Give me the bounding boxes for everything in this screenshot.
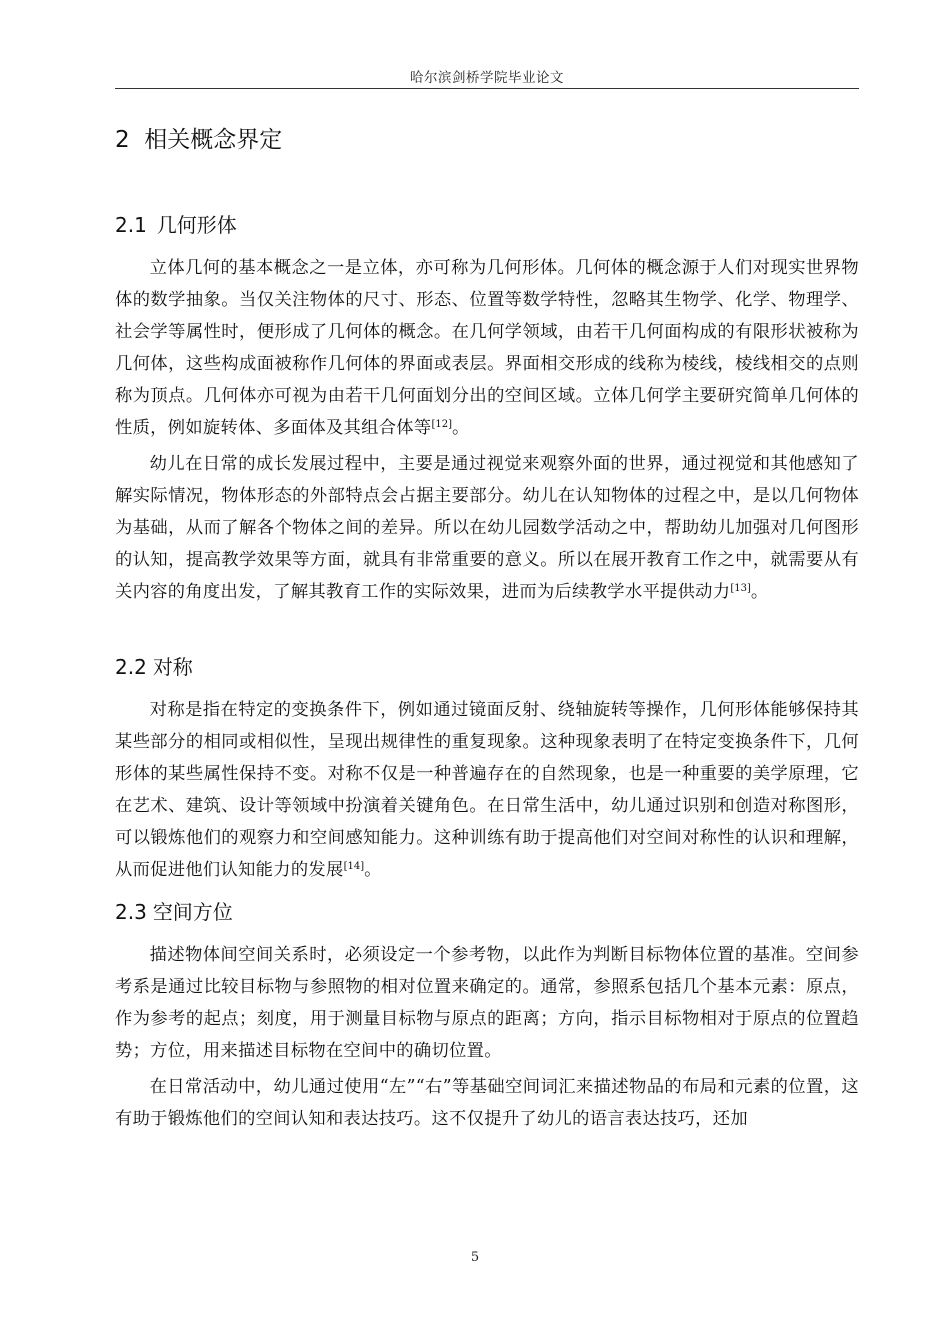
paragraph bbox=[115, 1071, 859, 1135]
header-divider bbox=[115, 88, 859, 89]
section-number: 2.2 bbox=[115, 655, 147, 679]
paragraph-text: 幼儿在日常的成长发展过程中，主要是通过视觉来观察外面的世界，通过视觉和其他感知了解实际情况，物体形态的外部特点会占据主要部分。幼儿在认知物体的过程之中，是以几何物体为基础，从而了解各个物体之间的差异。所以在幼儿园数学活动之中，帮助幼儿加强对几何图形的认知，提高教学效果等方面，就具有非常重要的意义。所以在展开教育工作之中，就需要从有关内容的角度出发，了解其教育工作的实际效果，进而为后续教学水平提供动力 bbox=[115, 454, 859, 602]
citation: [14] bbox=[343, 861, 365, 872]
paragraph-end: 。 bbox=[452, 418, 470, 438]
section-heading bbox=[115, 897, 233, 927]
citation: [12] bbox=[431, 419, 452, 430]
paragraph-text: 对称是指在特定的变换条件下，例如通过镜面反射、绕轴旋转等操作，几何形体能够保持其某些部分的相同或相似性，呈现出规律性的重复现象。这种现象表明了在特定变换条件下，几何形体的某些属性保持不变。对称不仅是一种普遍存在的自然现象，也是一种重要的美学原理，它在艺术、建筑、设计等领域中扮演着关键角色。在日常生活中，幼儿通过识别和创造对称图形，可以锻炼他们的观察力和空间感知能力。这种训练有助于提高他们对空间对称性的认识和理解，从而促进他们认知能力的发展 bbox=[115, 700, 859, 880]
section-heading bbox=[115, 210, 237, 240]
chapter-heading bbox=[115, 124, 282, 156]
section-title: 对称 bbox=[152, 655, 193, 679]
paragraph bbox=[115, 694, 859, 886]
paragraph-end: 。 bbox=[750, 582, 769, 602]
paragraph bbox=[115, 939, 859, 1067]
paragraph-end: 。 bbox=[364, 860, 382, 880]
paragraph bbox=[115, 252, 859, 444]
paragraph-text: 描述物体间空间关系时，必须设定一个参考物，以此作为判断目标物体位置的基准。空间参考系是通过比较目标物与参照物的相对位置来确定的。通常，参照系包括几个基本元素：原点，作为参考的起点；刻度，用于测量目标物与原点的距离；方向，指示目标物相对于原点的位置趋势；方位，用来描述目标物在空间中的确切位置。 bbox=[115, 945, 859, 1061]
paragraph bbox=[115, 448, 859, 608]
paragraph-text: 立体几何的基本概念之一是立体，亦可称为几何形体。几何体的概念源于人们对现实世界物体的数学抽象。当仅关注物体的尺寸、形态、位置等数学特性，忽略其生物学、化学、物理学、社会学等属性时，便形成了几何体的概念。在几何学领域，由若干几何面构成的有限形状被称为几何体，这些构成面被称作几何体的界面或表层。界面相交形成的线称为棱线，棱线相交的点则称为顶点。几何体亦可视为由若干几何面划分出的空间区域。立体几何学主要研究简单几何体的性质，例如旋转体、多面体及其组合体等 bbox=[115, 258, 859, 438]
paragraph-text: 在日常活动中，幼儿通过使用“左”“右”等基础空间词汇来描述物品的布局和元素的位置，这有助于锻炼他们的空间认知和表达技巧。这不仅提升了幼儿的语言表达技巧，还加 bbox=[115, 1077, 859, 1129]
header-title: 哈尔滨剑桥学院毕业论文 bbox=[410, 70, 564, 86]
section-title: 空间方位 bbox=[152, 900, 233, 924]
chapter-title: 相关概念界定 bbox=[144, 127, 283, 153]
section-number: 2.1 bbox=[115, 213, 147, 237]
section-title: 几何形体 bbox=[156, 213, 237, 237]
page-number: 5 bbox=[470, 1250, 480, 1265]
citation: [13] bbox=[730, 583, 751, 594]
section-number: 2.3 bbox=[115, 900, 147, 924]
section-heading bbox=[115, 652, 193, 682]
chapter-number: 2 bbox=[115, 127, 130, 153]
